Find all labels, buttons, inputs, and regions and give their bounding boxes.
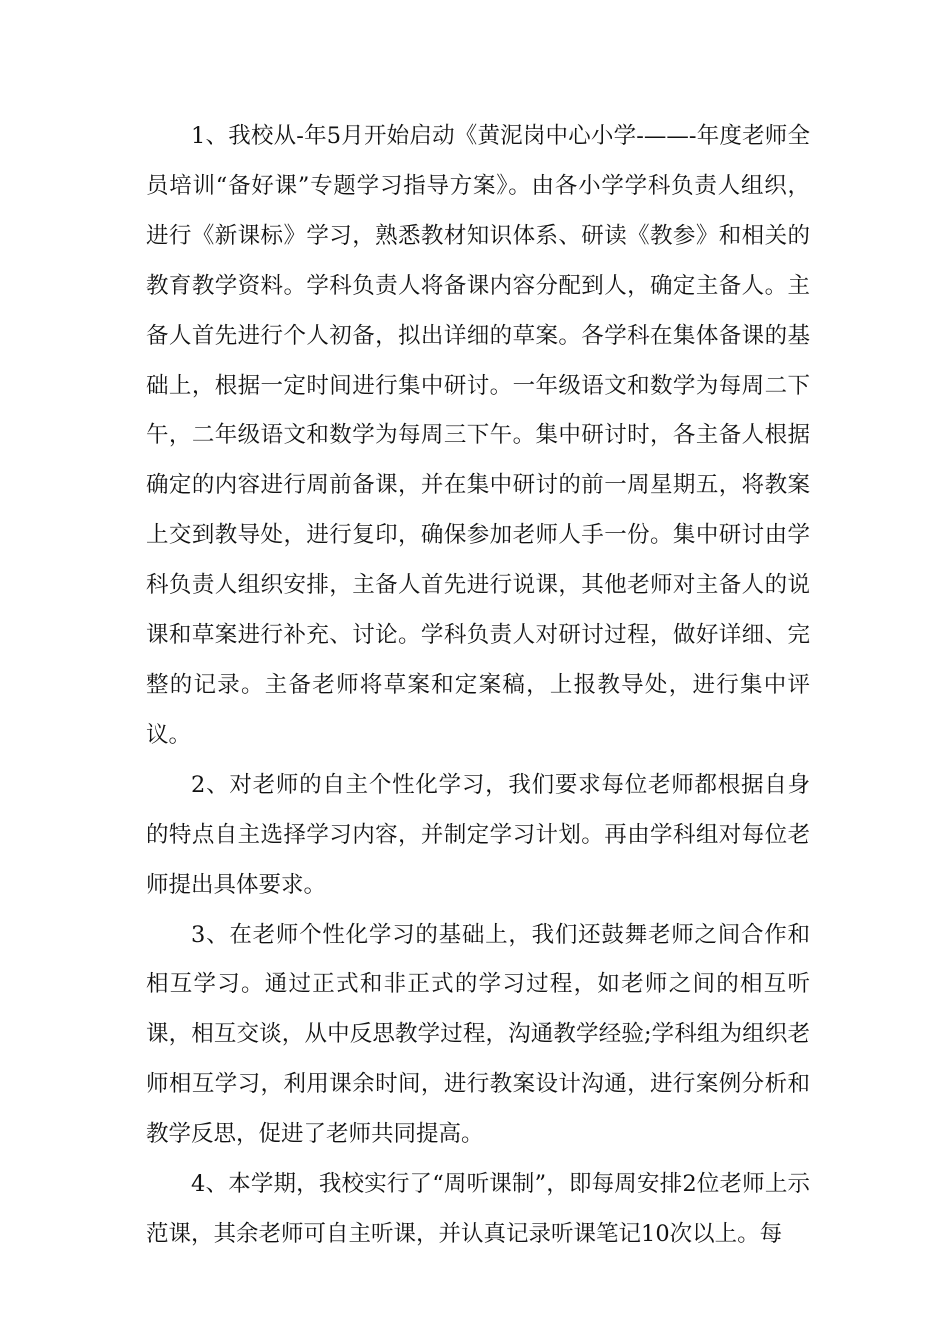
paragraph-3: 3、在老师个性化学习的基础上，我们还鼓舞老师之间合作和相互学习。通过正式和非正式的学习过程，如老师之间的相互听课，相互交谈，从中反思教学过程，沟通教学经验;学科组为组织老师相互学习，利用课余时间，进行教案设计沟通，进行案例分析和教学反思，促进了老师共同提高。 (146, 921, 810, 1148)
paragraph-1: 1、我校从-年5月开始启动《黄泥岗中心小学-——-年度老师全员培训“备好课”专题学习指导方案》。由各小学学科负责人组织，进行《新课标》学习，熟悉教材知识体系、研读《教参》和相关的教育教学资料。学科负责人将备课内容分配到人，确定主备人。主备人首先进行个人初备，拟出详细的草案。各学科在集体备课的基础上，根据一定时间进行集中研讨。一年级语文和数学为每周二下午，二年级语文和数学为每周三下午。集中研讨时，各主备人根据确定的内容进行周前备课，并在集中研讨的前一周星期五，将教案上交到教导处，进行复印，确保参加老师人手一份。集中研讨由学科负责人组织安排，主备人首先进行说课，其他老师对主备人的说课和草案进行补充、讨论。学科负责人对研讨过程，做好详细、完整的记录。主备老师将草案和定案稿，上报教导处，进行集中评议。 (146, 123, 810, 748)
document-body (146, 112, 810, 1260)
paragraph-4: 4、本学期，我校实行了“周听课制”，即每周安排2位老师上示范课，其余老师可自主听课，并认真记录听课笔记10次以上。每 (146, 1171, 810, 1247)
paragraph-2: 2、对老师的自主个性化学习，我们要求每位老师都根据自身的特点自主选择学习内容，并制定学习计划。再由学科组对每位老师提出具体要求。 (146, 771, 810, 898)
